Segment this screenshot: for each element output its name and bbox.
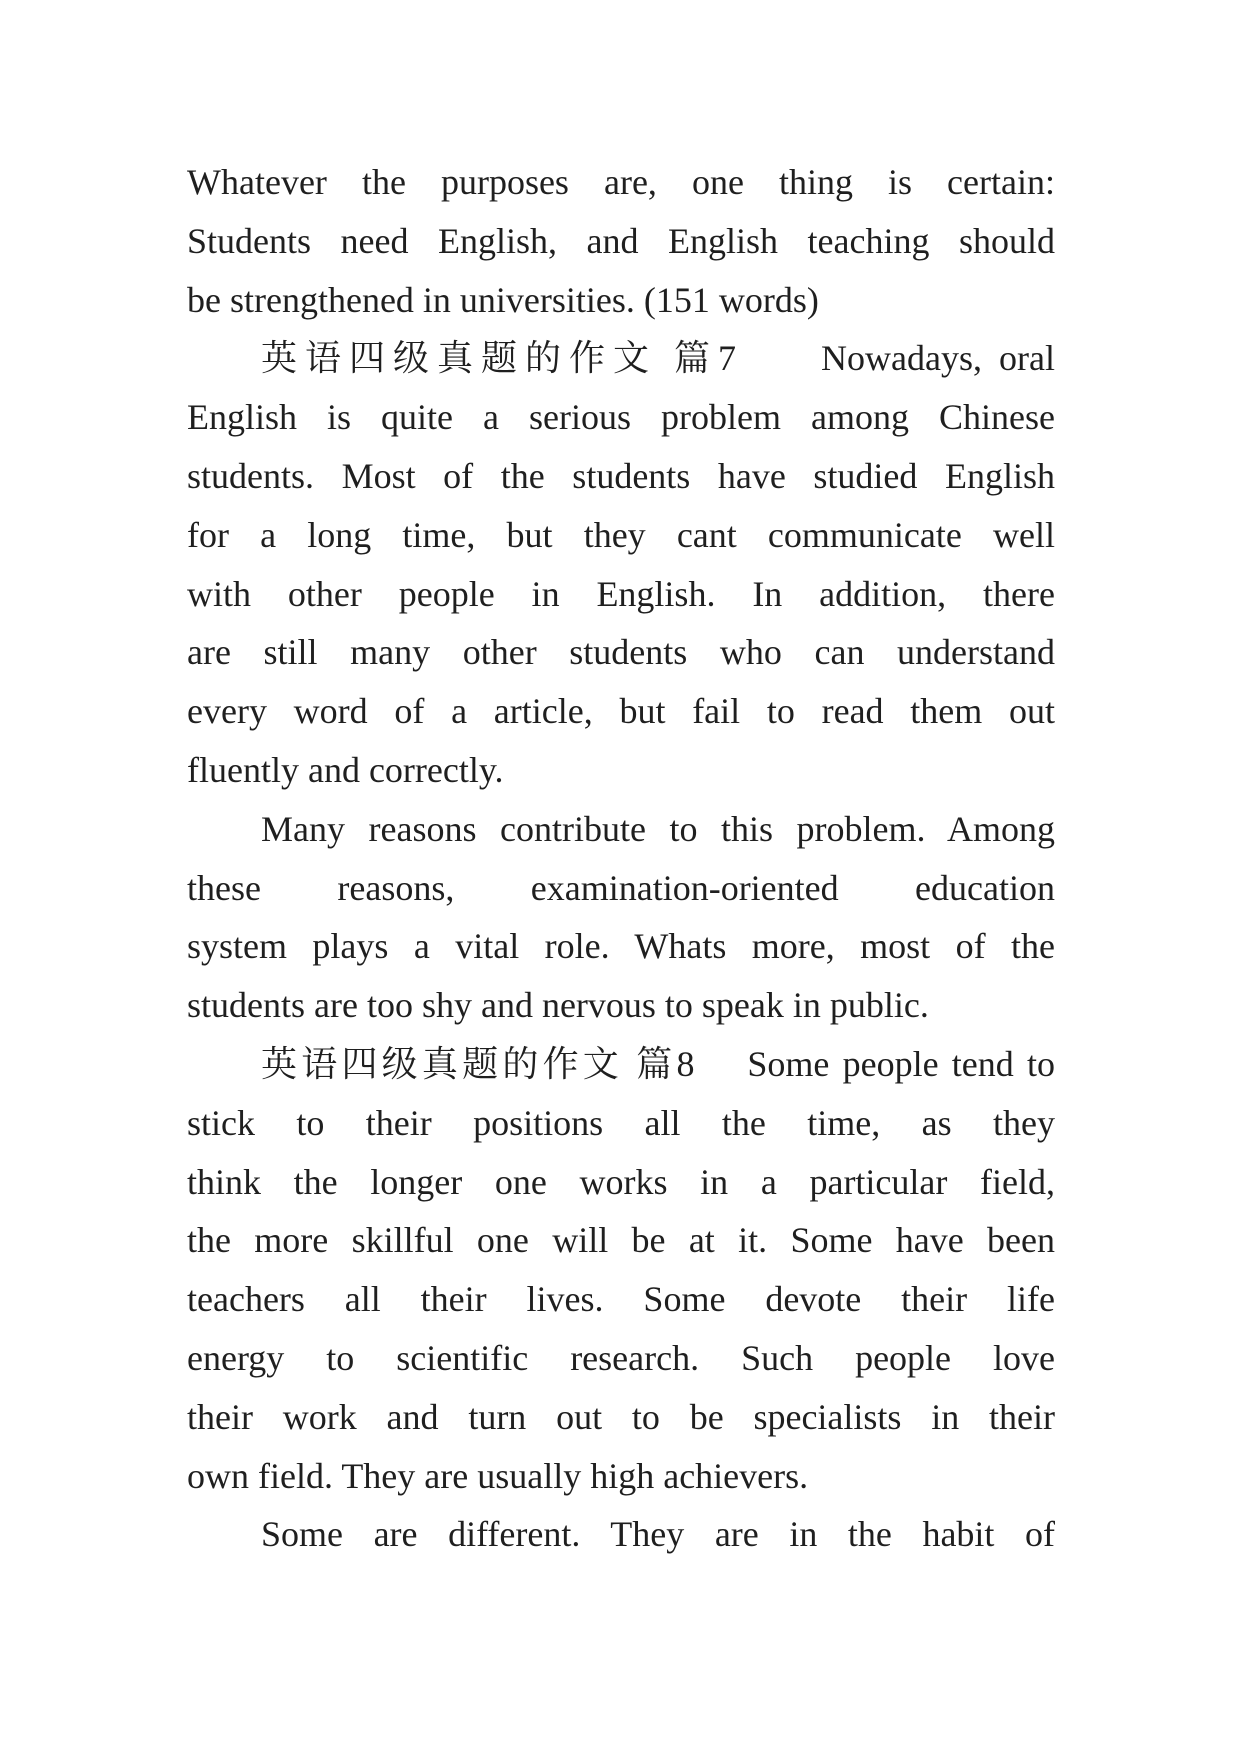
- text-line: students. Most of the students have studied English: [187, 455, 1055, 496]
- essay-8-heading-line: 英语四级真题的作文 篇8 Some people tend to: [261, 1043, 1055, 1084]
- document-body: [187, 153, 1055, 1564]
- text-line: energy to scientific research. Such people love: [187, 1337, 1055, 1378]
- text-line: stick to their positions all the time, as they: [187, 1102, 1055, 1143]
- text-line: are still many other students who can understand: [187, 632, 1055, 673]
- text-line: fluently and correctly.: [187, 749, 504, 790]
- text-line: Whatever the purposes are, one thing is certain:: [187, 162, 1055, 202]
- paragraph-essay-7: [187, 329, 1055, 799]
- paragraph-conclusion-151-words: [187, 153, 1055, 329]
- text-line: students are too shy and nervous to speak in public.: [187, 985, 929, 1026]
- text-line: these reasons, examination-oriented education: [187, 867, 1055, 908]
- paragraph-essay-8: [187, 1035, 1055, 1505]
- text-line: Students need English, and English teaching should: [187, 220, 1055, 261]
- text-line: for a long time, but they cant communicate well: [187, 514, 1055, 555]
- text-line: system plays a vital role. Whats more, most of the: [187, 926, 1055, 967]
- paragraph-essay-8-continued: [187, 1505, 1055, 1564]
- paragraph-essay-7-reasons: [187, 800, 1055, 1035]
- text-line: think the longer one works in a particular field,: [187, 1161, 1055, 1202]
- text-line: with other people in English. In addition, there: [187, 573, 1055, 614]
- text-line: the more skillful one will be at it. Some have been: [187, 1220, 1055, 1261]
- text-line: their work and turn out to be specialists in their: [187, 1396, 1055, 1437]
- essay-7-heading-line: 英语四级真题的作文 篇7 Nowadays, oral: [261, 338, 1055, 379]
- text-line: Some are different. They are in the habit of: [261, 1514, 1055, 1555]
- text-line: teachers all their lives. Some devote their life: [187, 1279, 1055, 1320]
- text-line: own field. They are usually high achievers.: [187, 1455, 809, 1496]
- text-line: be strengthened in universities. (151 words): [187, 279, 819, 320]
- text-line: every word of a article, but fail to read them out: [187, 691, 1055, 732]
- text-line: Many reasons contribute to this problem. Among: [261, 808, 1055, 849]
- text-line: English is quite a serious problem among Chinese: [187, 397, 1055, 438]
